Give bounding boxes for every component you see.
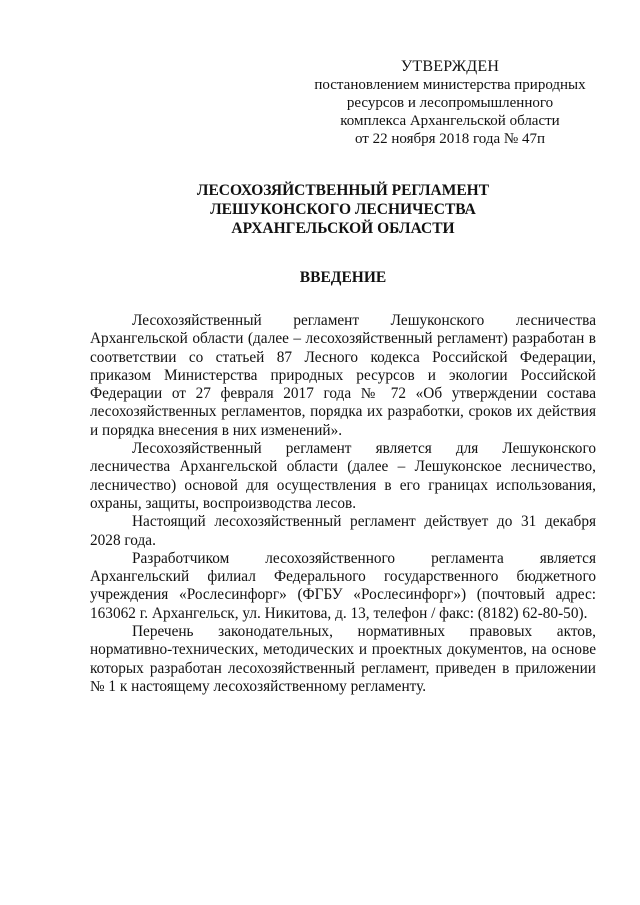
- approval-date-line: от 22 ноября 2018 года № 47п: [354, 131, 545, 147]
- approval-line: постановлением министерства природных: [314, 77, 586, 93]
- approval-line: комплекса Архангельской области: [340, 113, 560, 129]
- approval-line: ресурсов и лесопромышленного: [346, 95, 554, 111]
- title-line: ЛЕШУКОНСКОГО ЛЕСНИЧЕСТВА: [210, 201, 476, 218]
- document-title: [90, 181, 596, 238]
- paragraph: Лесохозяйственный регламент является для Лешуконского лесничества Архангельской области (далее – Лешуконское лесничество, лесничество) основой для осуществления в его границах использования, охраны, защиты, воспроизводства лесов.: [90, 440, 596, 512]
- title-line: АРХАНГЕЛЬСКОЙ ОБЛАСТИ: [231, 220, 455, 237]
- approval-stamp: [300, 58, 600, 148]
- paragraph: Настоящий лесохозяйственный регламент действует до 31 декабря 2028 года.: [90, 513, 596, 549]
- section-heading: ВВЕДЕНИЕ: [299, 269, 387, 286]
- body-text: [90, 312, 596, 696]
- paragraph: Перечень законодательных, нормативных правовых актов, нормативно-технических, методических и проектных документов, на основе которых разработан лесохозяйственный регламент, приведен в приложении № 1 к настоящему лесохозяйственному регламенту.: [90, 623, 596, 695]
- paragraph: Лесохозяйственный регламент Лешуконского лесничества Архангельской области (далее – лесохозяйственный регламент) разработан в соответствии со статьей 87 Лесного кодекса Российской Федерации, приказом Министерства природных ресурсов и экологии Российской Федерации от 27 февраля 2017 года № 72 «Об утверждении состава лесохозяйственных регламентов, порядка их разработки, сроков их действия и порядка внесения в них изменений».: [90, 312, 596, 439]
- title-line: ЛЕСОХОЗЯЙСТВЕННЫЙ РЕГЛАМЕНТ: [196, 182, 490, 199]
- approved-word: УТВЕРЖДЕН: [400, 58, 500, 75]
- paragraph: Разработчиком лесохозяйственного регламента является Архангельский филиал Федерального государственного бюджетного учреждения «Рослесинфорг» (ФГБУ «Рослесинфорг») (почтовый адрес: 163062 г. Архангельск, ул. Никитова, д. 13, телефон / факс: (8182) 62-80-50).: [90, 549, 596, 622]
